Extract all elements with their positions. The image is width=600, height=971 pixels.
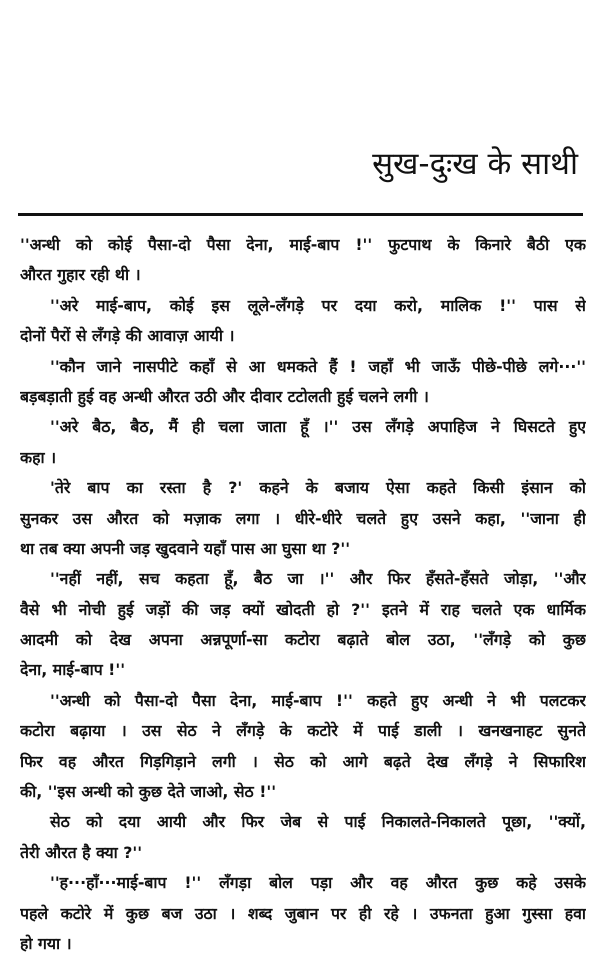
text-line: ''नहीं नहीं, सच कहता हूँ, बैठ जा ।'' और फिर हँसते-हँसते जोड़ा, ''और — [50, 569, 586, 589]
text-line: औरत गुहार रही थी । — [20, 265, 141, 285]
text-line: ''कौन जाने नासपीटे कहाँ से आ धमकते हैं ! जहाँ भी जाऊँ पीछे-पीछे लगे···'' — [50, 356, 586, 376]
story-text — [20, 230, 586, 959]
text-line: देना, माई-बाप !'' — [20, 660, 126, 680]
text-line: ''अरे माई-बाप, कोई इस लूले-लँगड़े पर दया करो, मालिक !'' पास से — [50, 295, 586, 315]
text-line: ''अरे बैठ, बैठ, मैं ही चला जाता हूँ ।'' उस लँगड़े अपाहिज ने घिसटते हुए — [50, 417, 586, 437]
text-line: सेठ को दया आयी और फिर जेब से पाई निकालते-निकालते पूछा, ''क्यों, — [50, 812, 586, 832]
text-line: फिर वह औरत गिड़गिड़ाने लगी । सेठ को आगे बढ़ते देख लँगड़े ने सिफारिश — [20, 751, 586, 771]
text-line: 'तेरे बाप का रस्ता है ?' कहने के बजाय ऐसा कहते किसी इंसान को — [50, 478, 586, 498]
text-line: कहा । — [20, 447, 57, 467]
text-line: वैसे भी नोची हुई जड़ों की जड़ क्यों खोदती हो ?'' इतने में राह चलते एक धार्मिक — [20, 599, 586, 619]
text-line: ''अन्धी को कोई पैसा-दो पैसा देना, माई-बाप !'' फुटपाथ के किनारे बैठी एक — [20, 235, 586, 254]
text-line: की, ''इस अन्धी को कुछ देते जाओ, सेठ !'' — [20, 782, 277, 802]
text-line: पहले कटोरे में कुछ बज उठा । शब्द जुबान पर ही रहे । उफनता हुआ गुस्सा हवा — [20, 903, 586, 923]
text-line: आदमी को देख अपना अन्नपूर्णा-सा कटोरा बढ़ाते बोल उठा, ''लँगड़े को कुछ — [20, 630, 586, 650]
text-line: ''ह···हाँ···माई-बाप !'' लँगड़ा बोल पड़ा और वह औरत कुछ कहे उसके — [50, 873, 586, 893]
text-line: दोनों पैरों से लँगड़े की आवाज़ आयी । — [20, 326, 235, 346]
text-line: ''अन्धी को पैसा-दो पैसा देना, माई-बाप !'' कहते हुए अन्धी ने भी पलटकर — [50, 690, 586, 710]
text-line: हो गया । — [20, 933, 72, 953]
text-line: था तब क्या अपनी जड़ खुदवाने यहाँ पास आ घुसा था ?'' — [20, 538, 351, 558]
text-line: सुनकर उस औरत को मज़ाक लगा । धीरे-धीरे चलते हुए उसने कहा, ''जाना ही — [20, 508, 586, 528]
text-line: कटोरा बढ़ाया । उस सेठ ने लँगड़े के कटोरे में पाई डाली । खनखनाहट सुनते — [20, 721, 586, 741]
text-line: तेरी औरत है क्या ?'' — [20, 842, 143, 862]
title-divider — [18, 213, 583, 216]
chapter-title: सुख-दुःख के साथी — [372, 146, 578, 182]
text-line: बड़बड़ाती हुई वह अन्धी औरत उठी और दीवार टटोलती हुई चलने लगी । — [20, 386, 429, 406]
